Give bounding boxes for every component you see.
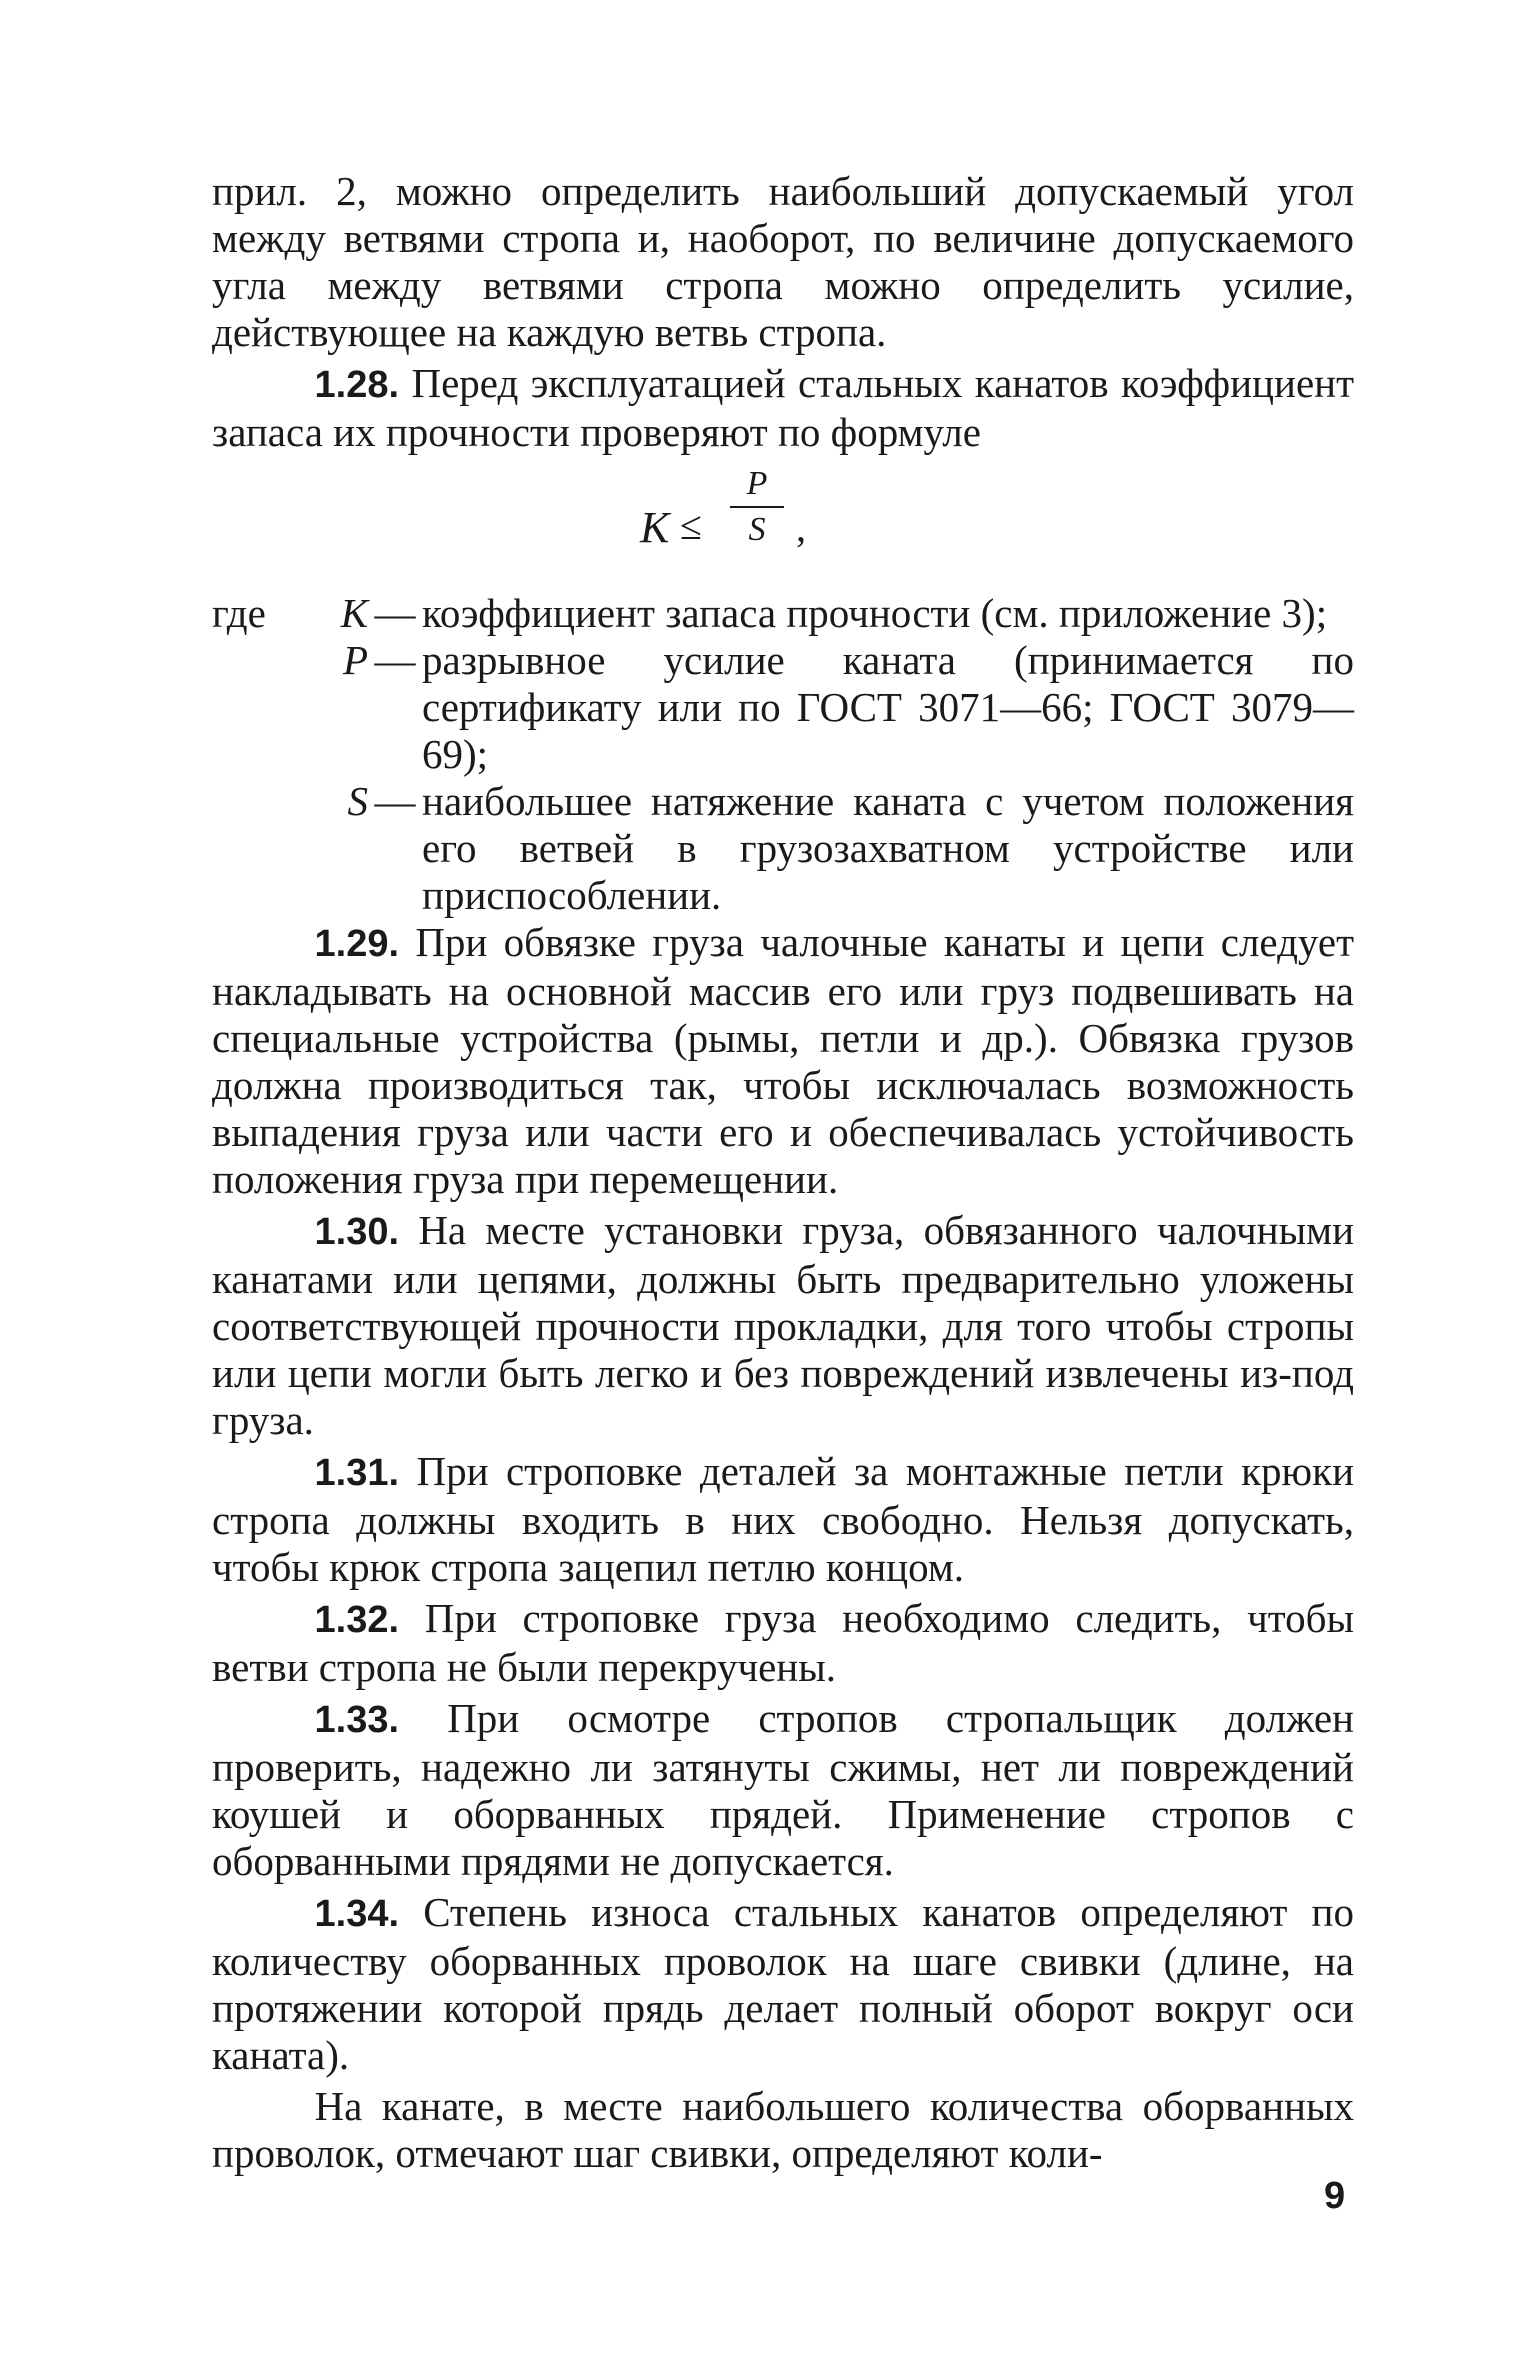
paragraph-1-33 (212, 1695, 1354, 1885)
clause-number: 1.32. (314, 1599, 400, 1641)
clause-number: 1.33. (314, 1699, 400, 1741)
formula-operator: ≤ (680, 503, 702, 548)
clause-text: При строповке деталей за монтажные петли крюки стропа должны входить в них свободно. Нельзя допускать, чтобы крюк стропа зацепил петлю концом. (212, 1448, 1355, 1590)
clause-text: На месте установки груза, обвязанного чалочными канатами или цепями, должны быть предварительно уложены соответствующей прочности прокладки, для того чтобы стропы или цепи могли быть легко и без повреждений извлечены из-под груза. (212, 1207, 1355, 1443)
clause-text: При осмотре стропов стропальщик должен проверить, надежно ли затянуты сжимы, нет ли повреждений коушей и оборванных прядей. Применение стропов с оборванными прядями не допускается. (212, 1695, 1354, 1884)
paragraph-1-30 (212, 1207, 1354, 1444)
legend-row-p (212, 637, 1354, 778)
formula-fraction (724, 464, 790, 550)
legend-row-k (212, 590, 1354, 637)
clause-number: 1.31. (314, 1452, 400, 1494)
legend-description: наибольшее натяжение каната с учетом положения его ветвей в грузозахватном устройстве или приспособлении. (422, 778, 1354, 918)
legend-description: разрывное усилие каната (принимается по сертификату или по ГОСТ 3071—66; ГОСТ 3079—69); (422, 637, 1354, 777)
document-page (212, 168, 1354, 2181)
clause-text: Степень износа стальных канатов определяют по количеству оборванных проволок на шаге свивки (длине, на протяжении которой прядь делает полный оборот вокруг оси каната). (212, 1889, 1354, 2078)
formula-legend (212, 590, 1354, 919)
formula-numerator: P (746, 465, 768, 502)
safety-factor-formula (212, 460, 1354, 590)
legend-symbol: S (347, 778, 368, 824)
paragraph-1-32 (212, 1595, 1354, 1691)
paragraph-continuation: На канате, в месте наибольшего количества оборванных проволок, отмечают шаг свивки, определяют коли- (212, 2083, 1354, 2176)
legend-row-s (212, 778, 1354, 919)
legend-symbol: K (340, 590, 368, 636)
fraction-bar (730, 506, 784, 508)
clause-number: 1.28. (314, 364, 400, 406)
legend-dash: — (374, 778, 416, 824)
paragraph-intro: прил. 2, можно определить наибольший допускаемый угол между ветвями стропа и, наоборот, по величине допускаемого угла между ветвями стропа можно определить усилие, действующее на каждую ветвь стропа. (212, 168, 1354, 355)
legend-dash: — (374, 590, 416, 636)
formula-denominator: S (748, 511, 766, 548)
legend-lead-word: где (212, 590, 266, 636)
paragraph-1-34 (212, 1889, 1354, 2079)
formula-lhs: K (640, 503, 670, 552)
page-number: 9 (1324, 2175, 1346, 2217)
clause-text: При обвязке груза чалочные канаты и цепи следует накладывать на основной массив его или груз подвешивать на специальные устройства (рымы, петли и др.). Обвязка грузов должна производиться так, чтобы исключалась возможность выпадения груза или части его и обеспечивалась устойчивость положения груза при перемещении. (212, 919, 1355, 1202)
legend-description: коэффициент запаса прочности (см. приложение 3); (422, 590, 1328, 636)
paragraph-1-28 (212, 360, 1354, 456)
paragraph-1-29 (212, 919, 1354, 1203)
clause-text: Перед эксплуатацией стальных канатов коэффициент запаса их прочности проверяют по формуле (212, 360, 1354, 455)
clause-number: 1.29. (314, 923, 400, 965)
formula-trailing-comma: , (796, 505, 806, 550)
legend-dash: — (374, 637, 416, 683)
legend-symbol: P (342, 637, 368, 683)
clause-number: 1.34. (314, 1893, 400, 1935)
clause-text: При строповке груза необходимо следить, чтобы ветви стропа не были перекручены. (212, 1595, 1354, 1690)
paragraph-1-31 (212, 1448, 1354, 1591)
clause-number: 1.30. (314, 1211, 400, 1253)
